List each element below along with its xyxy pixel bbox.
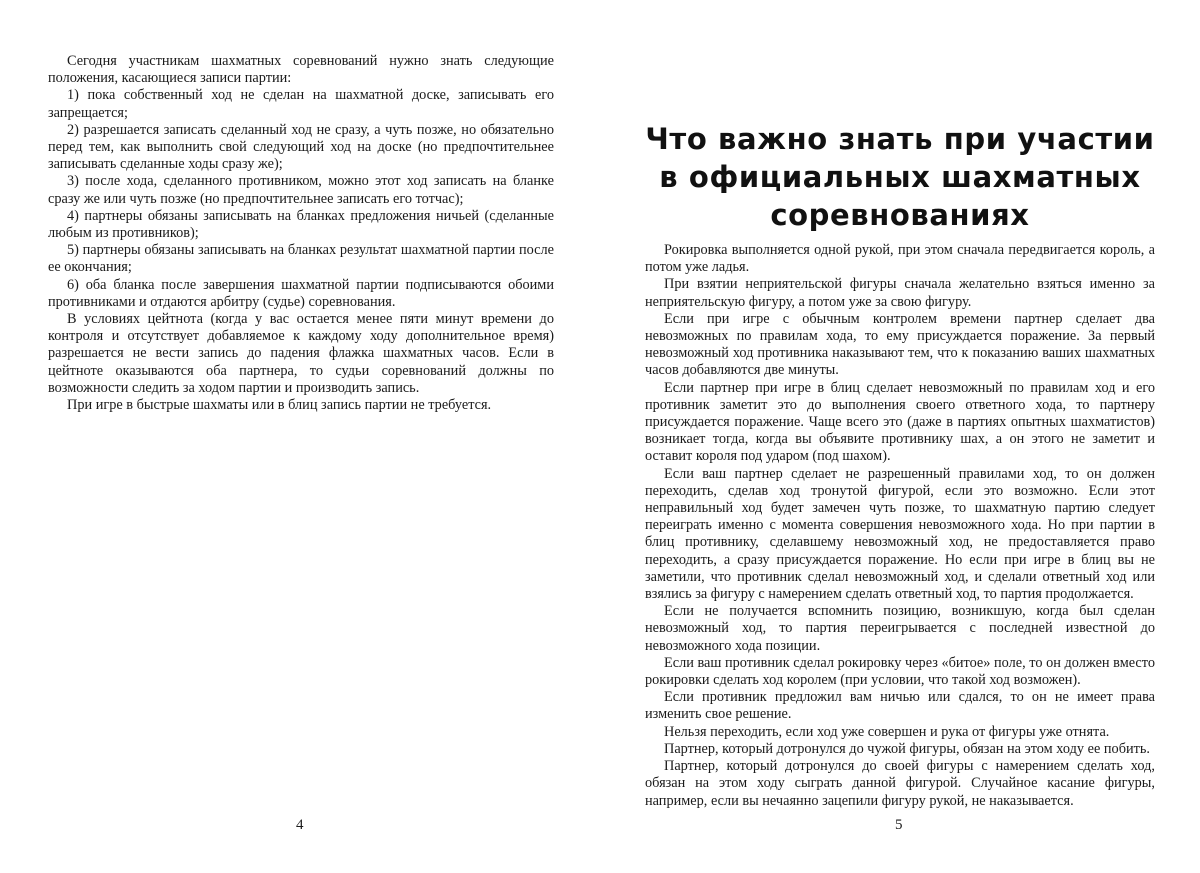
paragraph: Партнер, который дотронулся до чужой фигуры, обязан на этом ходу ее побить. (664, 740, 1150, 757)
right-page (600, 0, 1200, 873)
paragraph: Если ваш партнер сделает не разрешенный правилами ход, то он должен переходить, сделав ход тронутой фигурой, если это возможно. Если этот неправильный ход будет замечен чуть позже, то шахматную партию следует переиграть именно с момента совершения невозможного хода. Но при партии в блиц противнику, сделавшему невозможный ход, не предоставляется право переходить, а сразу присуждается поражение. Но если при игре в блиц вы не заметили, что противник сделал невозможный ход, и сделали ответный ход или взялись за фигуру с намерением сделать ответный ход, то партия продолжается. (645, 465, 1155, 603)
paragraph: В условиях цейтнота (когда у вас остается менее пяти минут времени до контроля и отсутствует добавляемое к каждому ходу дополнительное время) разрешается не вести запись до падения флажка шахматных часов. Если в цейтноте оказываются оба партнера, то судьи соревнований должны по возможности следить за ходом партии и производить запись. (48, 311, 554, 396)
paragraph: Если не получается вспомнить позицию, возникшую, когда был сделан невозможный ход, то партия переигрывается с последней известной до невозможного хода позиции. (645, 603, 1155, 654)
paragraph: Сегодня участникам шахматных соревнований нужно знать следующие положения, касающиеся записи партии: (48, 53, 554, 87)
paragraph: Если партнер при игре в блиц сделает невозможный по правилам ход и его противник заметит это до выполнения своего ответного хода, то партнеру присуждается поражение. Чаще всего это (даже в партиях опытных шахматистов) возникает тогда, когда вы объявите противнику шах, а он этого не заметит и оставит короля под ударом (под шахом). (645, 379, 1155, 465)
list-item: 5) партнеры обязаны записывать на бланках результат шахматной партии после ее окончания; (48, 242, 554, 276)
paragraph: Рокировка выполняется одной рукой, при этом сначала передвигается король, а потом уже ладья. (645, 242, 1155, 276)
paragraph: При игре в быстрые шахматы или в блиц запись партии не требуется. (67, 397, 492, 414)
left-page-body (48, 53, 554, 414)
right-page-body (645, 242, 1155, 810)
list-item: 4) партнеры обязаны записывать на бланках предложения ничьей (сделанные любым из противников); (48, 207, 554, 242)
paragraph: Если ваш противник сделал рокировку через «битое» поле, то он должен вместо рокировки сделать ход королем (при условии, что такой ход возможен). (645, 654, 1155, 689)
paragraph: Партнер, который дотронулся до своей фигуры с намерением сделать ход, обязан на этом ходу сыграть данной фигурой. Случайное касание фигуры, например, если вы нечаянно зацепили фигуру рукой, не наказывается. (645, 758, 1155, 809)
paragraph: Если противник предложил вам ничью или сдался, то он не имеет права изменить свое решение. (645, 689, 1155, 723)
list-item: 3) после хода, сделанного противником, можно этот ход записать на бланке сразу же или чуть позже (но предпочтительнее записать его тотчас); (48, 173, 554, 207)
paragraph: Если при игре с обычным контролем времени партнер сделает два невозможных по правилам хода, то ему присуждается поражение. За первый невозможный ход противника наказывают тем, что к показанию ваших шахматных часов добавляются две минуты. (645, 310, 1155, 379)
list-item: 2) разрешается записать сделанный ход не сразу, а чуть позже, но обязательно перед тем, как выполнить свой следующий ход на доске (но предпочтительнее записывать сделанные ходы сразу же); (48, 121, 554, 173)
list-item: 1) пока собственный ход не сделан на шахматной доске, записывать его запрещается; (48, 87, 554, 121)
page-number: 4 (296, 817, 304, 833)
list-item: 6) оба бланка после завершения шахматной партии подписываются обоими противниками и отдаются арбитру (судье) соревнования. (48, 276, 554, 310)
chapter-heading: Что важно знать при участии в официальных шахматных соревнованиях (645, 122, 1155, 232)
paragraph: Нельзя переходить, если ход уже совершен и рука от фигуры уже отнята. (664, 723, 1110, 740)
page-number: 5 (895, 817, 903, 833)
paragraph: При взятии неприятельской фигуры сначала желательно взяться именно за неприятельскую фигуру, а потом уже за свою фигуру. (645, 276, 1155, 310)
